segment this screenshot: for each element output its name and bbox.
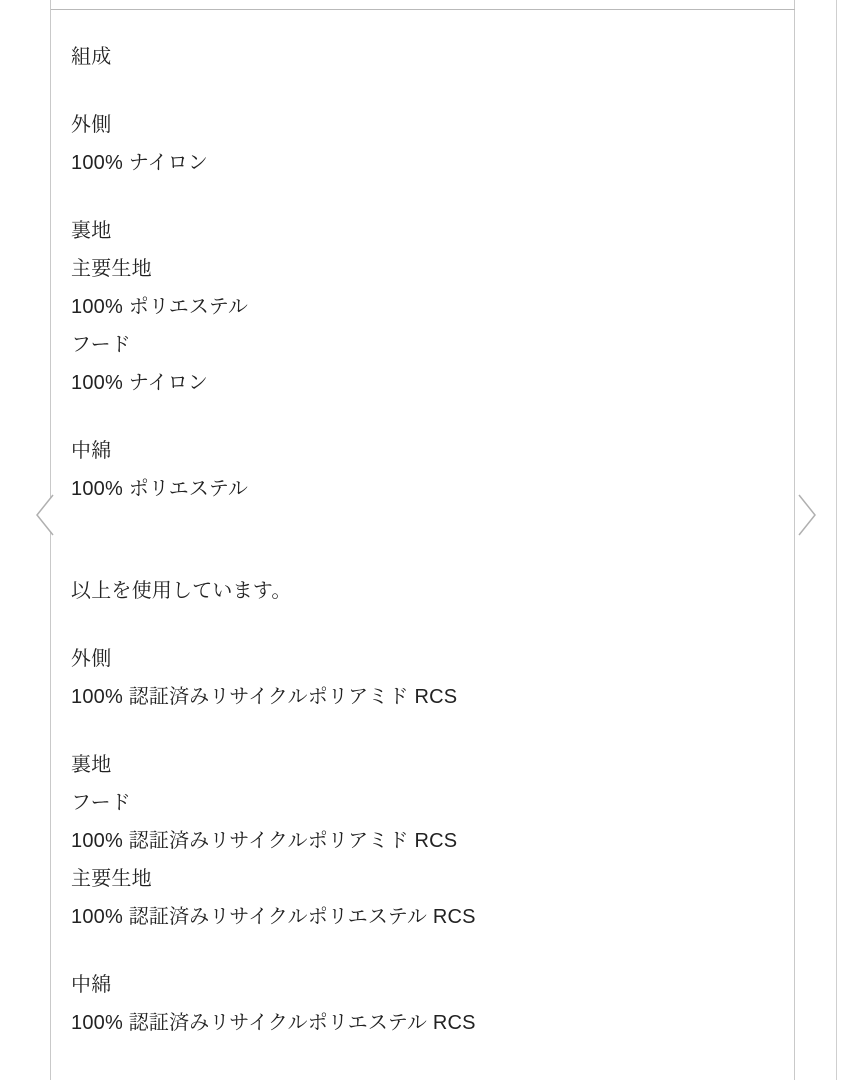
section-line: 主要生地 <box>71 258 152 280</box>
composition-note: 以上を使用しています。 <box>71 580 292 602</box>
section-line: 100% 認証済みリサイクルポリエステル RCS <box>71 906 476 928</box>
section-label: 外側 <box>71 114 112 136</box>
composition-heading: 組成 <box>71 46 112 68</box>
section-line: 100% ナイロン <box>71 372 209 394</box>
panel-top-divider <box>51 9 795 10</box>
section-line: 100% ナイロン <box>71 152 209 174</box>
chevron-right-icon[interactable] <box>795 493 819 537</box>
chevron-left-icon[interactable] <box>33 493 57 537</box>
composition-content <box>71 38 771 1072</box>
section-outer-primary <box>71 106 771 182</box>
section-padding-primary <box>71 432 771 508</box>
section-line: フード <box>71 792 131 814</box>
section-line: 100% 認証済みリサイクルポリエステル RCS <box>71 1012 476 1034</box>
composition-note-block <box>71 572 771 610</box>
section-lining-primary <box>71 212 771 402</box>
section-label: 裏地 <box>71 220 112 242</box>
section-line: 100% 認証済みリサイクルポリアミド RCS <box>71 686 458 708</box>
section-padding-recycled <box>71 966 771 1042</box>
section-line: 100% ポリエステル <box>71 478 249 500</box>
panel-right-divider <box>836 0 837 1080</box>
section-line: 100% 認証済みリサイクルポリアミド RCS <box>71 830 458 852</box>
section-outer-recycled <box>71 640 771 716</box>
section-line: 主要生地 <box>71 868 152 890</box>
section-line: 100% ポリエステル <box>71 296 249 318</box>
section-lining-recycled <box>71 746 771 936</box>
section-label: 中綿 <box>71 440 112 462</box>
section-line: フード <box>71 334 131 356</box>
composition-heading-block <box>71 38 771 76</box>
composition-spacer <box>71 538 771 572</box>
section-label: 中綿 <box>71 974 112 996</box>
section-label: 裏地 <box>71 754 112 776</box>
section-label: 外側 <box>71 648 112 670</box>
